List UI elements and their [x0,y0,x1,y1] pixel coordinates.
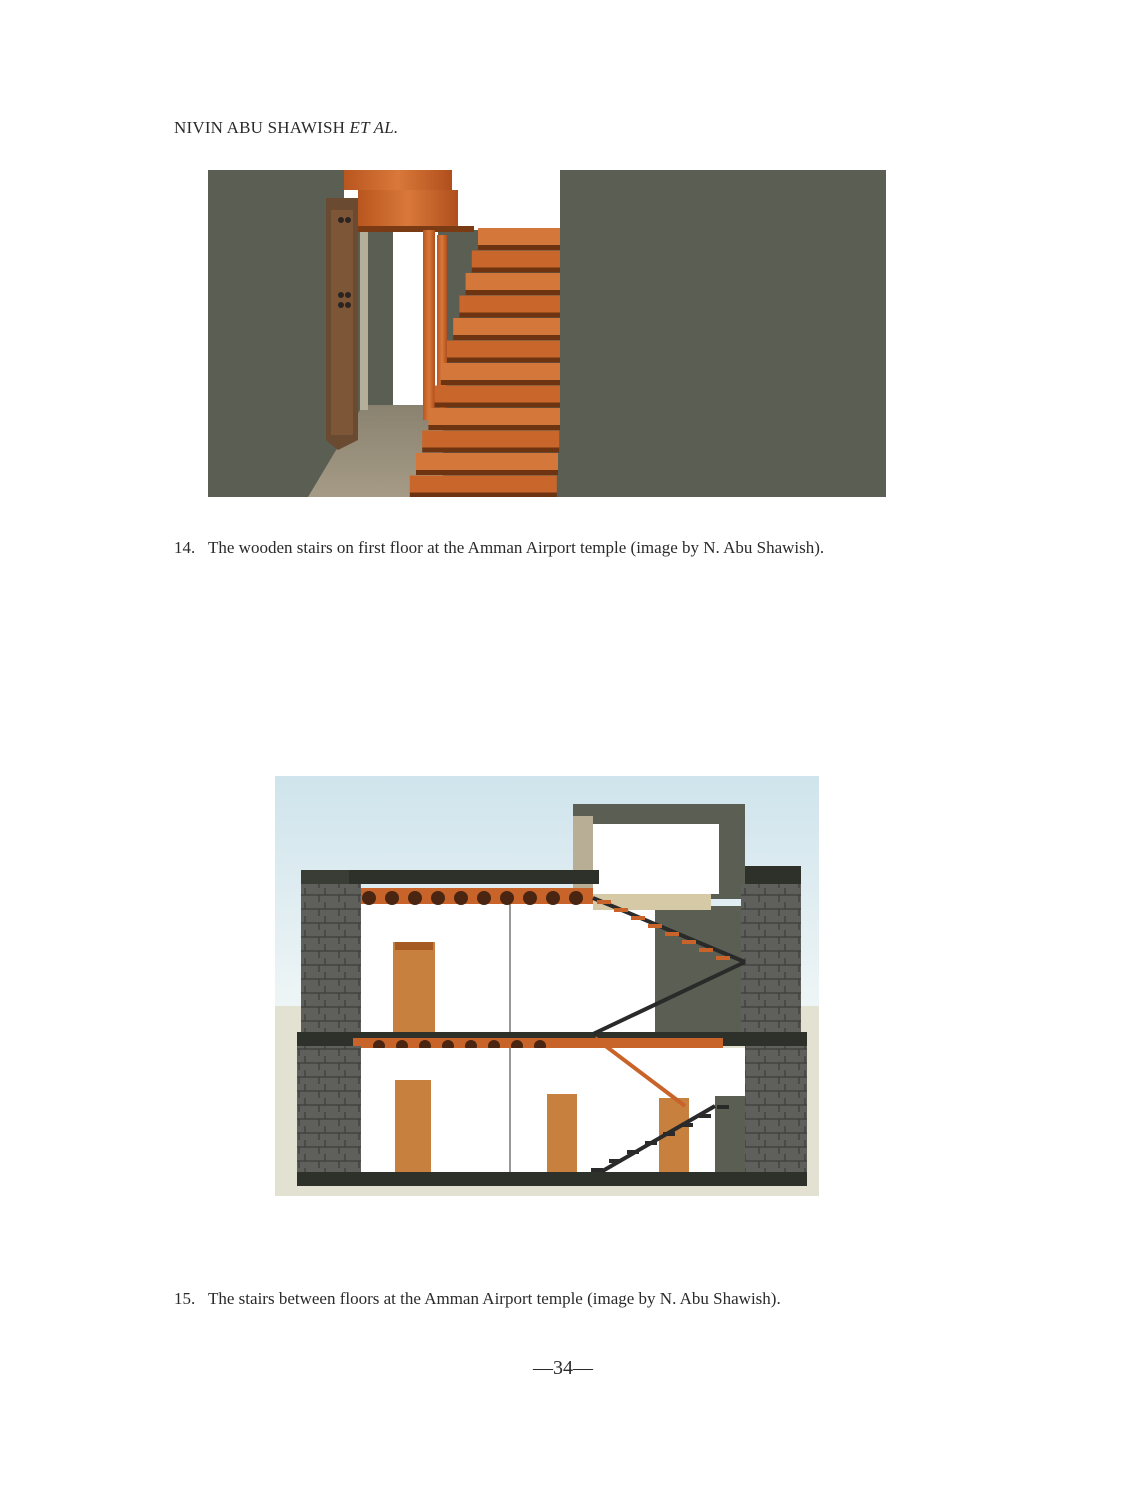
figure-14-image [208,170,886,497]
figure-15-number: 15. [174,1289,196,1308]
figure-15-caption-text: The stairs between floors at the Amman Airport temple (image by N. Abu Shawish). [208,1289,781,1308]
et-al: ET AL. [349,118,399,137]
figure-15-caption [174,1289,781,1309]
figure-14-caption-text: The wooden stairs on first floor at the Amman Airport temple (image by N. Abu Shawish). [208,538,825,557]
figure-14-caption [174,538,824,558]
figure-15-image [275,776,819,1196]
running-head [174,118,398,138]
author-name: NIVIN ABU SHAWISH [174,118,346,137]
page-number: —34— [533,1357,593,1379]
figure-14-number: 14. [174,538,196,557]
